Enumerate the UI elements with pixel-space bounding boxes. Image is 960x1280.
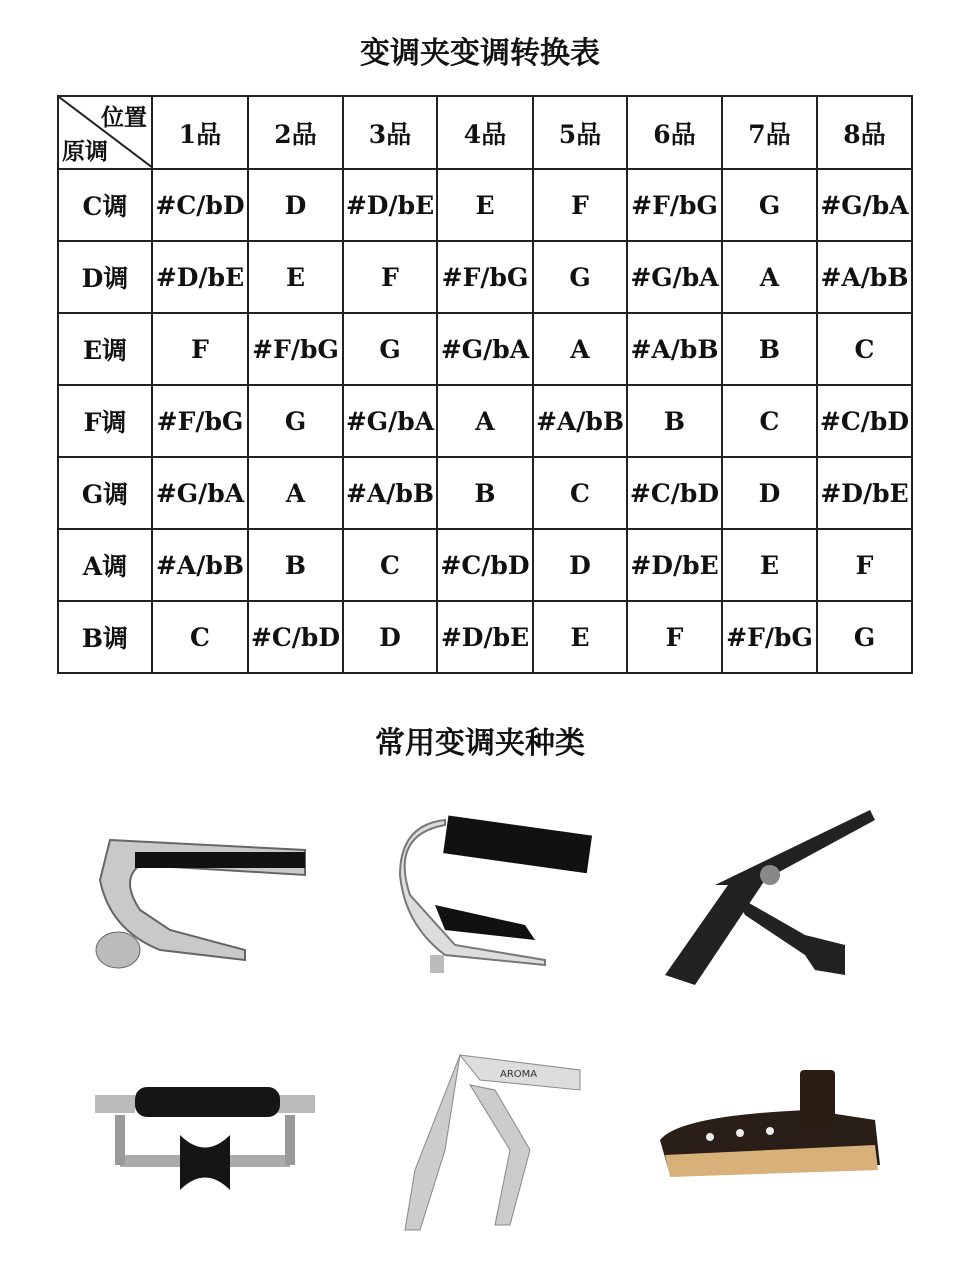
table-cell: D (722, 457, 817, 529)
table-cell: #A/bB (152, 529, 248, 601)
table-cell: B (627, 385, 722, 457)
table-row (58, 385, 912, 457)
table-cell: #G/bA (343, 385, 437, 457)
table-cell: G (817, 601, 912, 673)
capo-image-wood-slide (650, 1065, 890, 1185)
table-cell: G (533, 241, 627, 313)
table-cell: G (343, 313, 437, 385)
table-cell: E (722, 529, 817, 601)
table-cell: F (152, 313, 248, 385)
capo-image-black-trigger (655, 805, 880, 990)
header-row (58, 96, 912, 169)
column-header: 5品 (533, 96, 627, 169)
column-header: 6品 (627, 96, 722, 169)
table-cell: #D/bE (152, 241, 248, 313)
table-cell: #A/bB (627, 313, 722, 385)
table-cell: #F/bG (437, 241, 533, 313)
table-cell: B (437, 457, 533, 529)
table-cell: C (817, 313, 912, 385)
table-cell: G (248, 385, 343, 457)
table-cell: D (533, 529, 627, 601)
table-cell: #G/bA (152, 457, 248, 529)
column-header: 8品 (817, 96, 912, 169)
page-title: 变调夹变调转换表 (360, 36, 600, 71)
row-key: A调 (58, 529, 152, 601)
table-cell: #C/bD (627, 457, 722, 529)
table-cell: #D/bE (627, 529, 722, 601)
capo-image-aroma-trigger (400, 1050, 585, 1235)
table-cell: C (343, 529, 437, 601)
table-cell: #D/bE (437, 601, 533, 673)
table-row (58, 313, 912, 385)
table-cell: B (248, 529, 343, 601)
table-cell: D (248, 169, 343, 241)
table-cell: #F/bG (627, 169, 722, 241)
capo-image-silver-screw (80, 820, 320, 990)
column-header: 3品 (343, 96, 437, 169)
table-row (58, 529, 912, 601)
table-cell: C (722, 385, 817, 457)
table-cell: #G/bA (627, 241, 722, 313)
table-row (58, 601, 912, 673)
table-cell: G (722, 169, 817, 241)
capo-transpose-table (57, 95, 913, 674)
table-cell: #D/bE (343, 169, 437, 241)
row-key: C调 (58, 169, 152, 241)
table-cell: #D/bE (817, 457, 912, 529)
table-cell: #C/bD (817, 385, 912, 457)
table-cell: B (722, 313, 817, 385)
section-title: 常用变调夹种类 (375, 726, 585, 761)
corner-original-key-label: 原调 (62, 139, 108, 165)
table-cell: A (248, 457, 343, 529)
corner-cell (58, 96, 152, 169)
column-header: 1品 (152, 96, 248, 169)
row-key: D调 (58, 241, 152, 313)
table-cell: F (533, 169, 627, 241)
capo-image-silver-trigger (385, 815, 600, 975)
table-cell: E (437, 169, 533, 241)
table-cell: E (533, 601, 627, 673)
row-key: G调 (58, 457, 152, 529)
table-cell: #F/bG (722, 601, 817, 673)
table-cell: F (627, 601, 722, 673)
table-cell: #C/bD (248, 601, 343, 673)
capo-brand-label: AROMA (500, 1069, 538, 1080)
table-cell: F (817, 529, 912, 601)
row-key: F调 (58, 385, 152, 457)
column-header: 7品 (722, 96, 817, 169)
table-cell: #G/bA (437, 313, 533, 385)
table-cell: A (533, 313, 627, 385)
table-cell: #C/bD (437, 529, 533, 601)
table-cell: F (343, 241, 437, 313)
table-cell: #A/bB (343, 457, 437, 529)
table-cell: C (152, 601, 248, 673)
row-key: E调 (58, 313, 152, 385)
table-row (58, 241, 912, 313)
table-row (58, 457, 912, 529)
table-cell: #C/bD (152, 169, 248, 241)
table-cell: #F/bG (248, 313, 343, 385)
table-cell: #A/bB (817, 241, 912, 313)
table-cell: C (533, 457, 627, 529)
corner-position-label: 位置 (101, 105, 147, 131)
table-cell: #A/bB (533, 385, 627, 457)
table-cell: A (437, 385, 533, 457)
capo-image-roller-bar (80, 1075, 330, 1200)
column-header: 4品 (437, 96, 533, 169)
table-cell: #G/bA (817, 169, 912, 241)
row-key: B调 (58, 601, 152, 673)
table-row (58, 169, 912, 241)
column-header: 2品 (248, 96, 343, 169)
table-cell: #F/bG (152, 385, 248, 457)
table-cell: D (343, 601, 437, 673)
table-cell: E (248, 241, 343, 313)
table-cell: A (722, 241, 817, 313)
